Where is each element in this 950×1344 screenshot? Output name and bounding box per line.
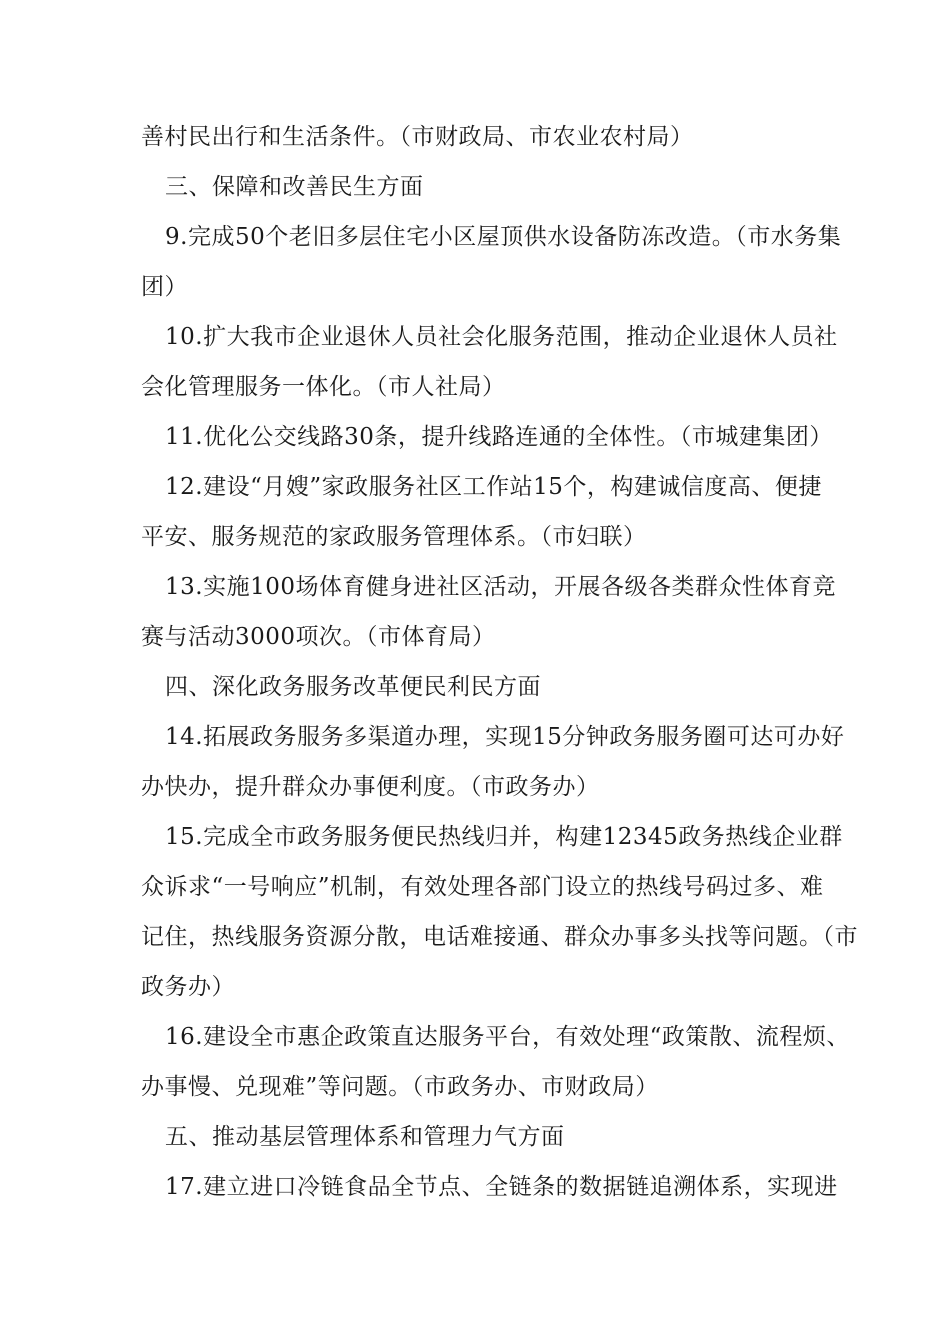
item-12-line-1: 12.建设“月嫂”家政服务社区工作站15个，构建诚信度高、便捷 <box>165 474 822 500</box>
item-13-line-2: 赛与活动3000项次。（市体育局） <box>141 624 496 650</box>
item-16-line-1: 16.建设全市惠企政策直达服务平台，有效处理“政策散、流程烦、 <box>165 1024 850 1050</box>
section-heading-4: 四、深化政务服务改革便民利民方面 <box>165 674 541 700</box>
item-9-line-1: 9.完成50个老旧多层住宅小区屋顶供水设备防冻改造。（市水务集 <box>165 224 842 250</box>
item-15-line-2: 众诉求“一号响应”机制，有效处理各部门设立的热线号码过多、难 <box>141 874 824 900</box>
item-9-line-2: 团） <box>141 274 188 300</box>
item-15-line-1: 15.完成全市政务服务便民热线归并，构建12345政务热线企业群 <box>165 824 843 850</box>
item-17-line-1: 17.建立进口冷链食品全节点、全链条的数据链追溯体系，实现进 <box>165 1174 838 1200</box>
section-heading-5: 五、推动基层管理体系和管理力气方面 <box>165 1124 565 1150</box>
item-16-line-2: 办事慢、兑现难”等问题。（市政务办、市财政局） <box>141 1074 659 1100</box>
item-10-line-2: 会化管理服务一体化。（市人社局） <box>141 374 506 400</box>
item-13-line-1: 13.实施100场体育健身进社区活动，开展各级各类群众性体育竞 <box>165 574 836 600</box>
item-10-line-1: 10.扩大我市企业退休人员社会化服务范围，推动企业退休人员社 <box>165 324 838 350</box>
item-12-line-2: 平安、服务规范的家政服务管理体系。（市妇联） <box>141 524 647 550</box>
item-11-line-1: 11.优化公交线路30条，提升线路连通的全体性。（市城建集团） <box>165 424 833 450</box>
paragraph-8-continuation: 善村民出行和生活条件。（市财政局、市农业农村局） <box>141 124 694 150</box>
item-14-line-1: 14.拓展政务服务多渠道办理，实现15分钟政务服务圈可达可办好 <box>165 724 845 750</box>
item-14-line-2: 办快办，提升群众办事便利度。（市政务办） <box>141 774 600 800</box>
section-heading-3: 三、保障和改善民生方面 <box>165 174 424 200</box>
item-15-line-3: 记住，热线服务资源分散，电话难接通、群众办事多头找等问题。（市 <box>141 924 858 950</box>
item-15-line-4: 政务办） <box>141 974 235 1000</box>
